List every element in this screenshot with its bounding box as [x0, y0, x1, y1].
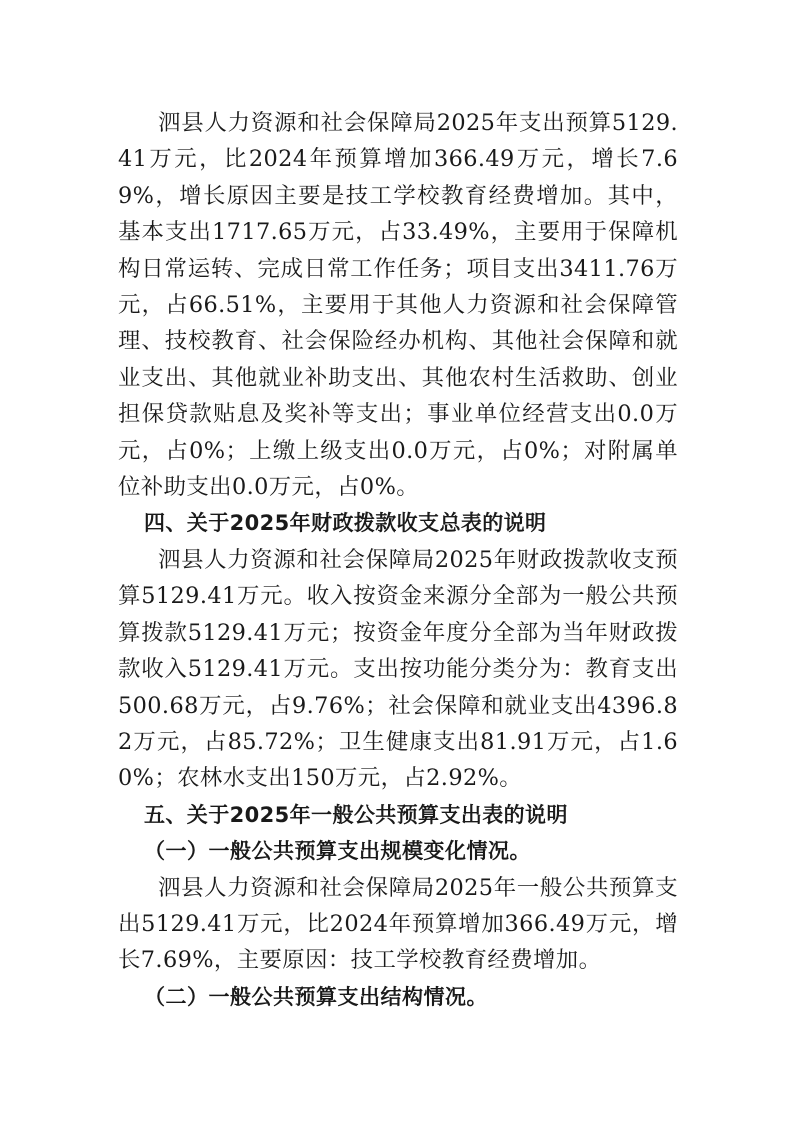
document-page [118, 105, 678, 1015]
public-budget-paragraph: 泗县人力资源和社会保障局2025年一般公共预算支出5129.41万元，比2024年预算增加366.49万元，增长7.69%，主要原因：技工学校教育经费增加。 [118, 874, 678, 974]
expenditure-paragraph: 泗县人力资源和社会保障局2025年支出预算5129.41万元，比2024年预算增加366.49万元，增长7.69%，增长原因主要是技工学校教育经费增加。其中，基本支出1717.65万元，占33.49%，主要用于保障机构日常运转、完成日常工作任务；项目支出3411.76万元，占66.51%，主要用于其他人力资源和社会保障管理、技校教育、社会保险经办机构、其他社会保障和就业支出、其他就业补助支出、其他农村生活救助、创业担保贷款贴息及奖补等支出；事业单位经营支出0.0万元，占0%；上缴上级支出0.0万元，占0%；对附属单位补助支出0.0万元，占0%。 [118, 110, 678, 501]
fiscal-appropriation-paragraph: 泗县人力资源和社会保障局2025年财政拨款收支预算5129.41万元。收入按资金来源分全部为一般公共预算拨款5129.41万元；按资金年度分全部为当年财政拨款收入5129.41万元。支出按功能分类分为：教育支出500.68万元，占9.76%；社会保障和就业支出4396.82万元，占85.72%；卫生健康支出81.91万元，占1.60%；农林水支出150万元，占2.92%。 [118, 546, 678, 792]
subheading-structure: （二）一般公共预算支出结构情况。 [144, 983, 488, 1009]
section-heading-4: 四、关于2025年财政拨款收支总表的说明 [144, 511, 547, 536]
subheading-scale-change: （一）一般公共预算支出规模变化情况。 [144, 838, 531, 864]
section-heading-5: 五、关于2025年一般公共预算支出表的说明 [144, 802, 568, 827]
